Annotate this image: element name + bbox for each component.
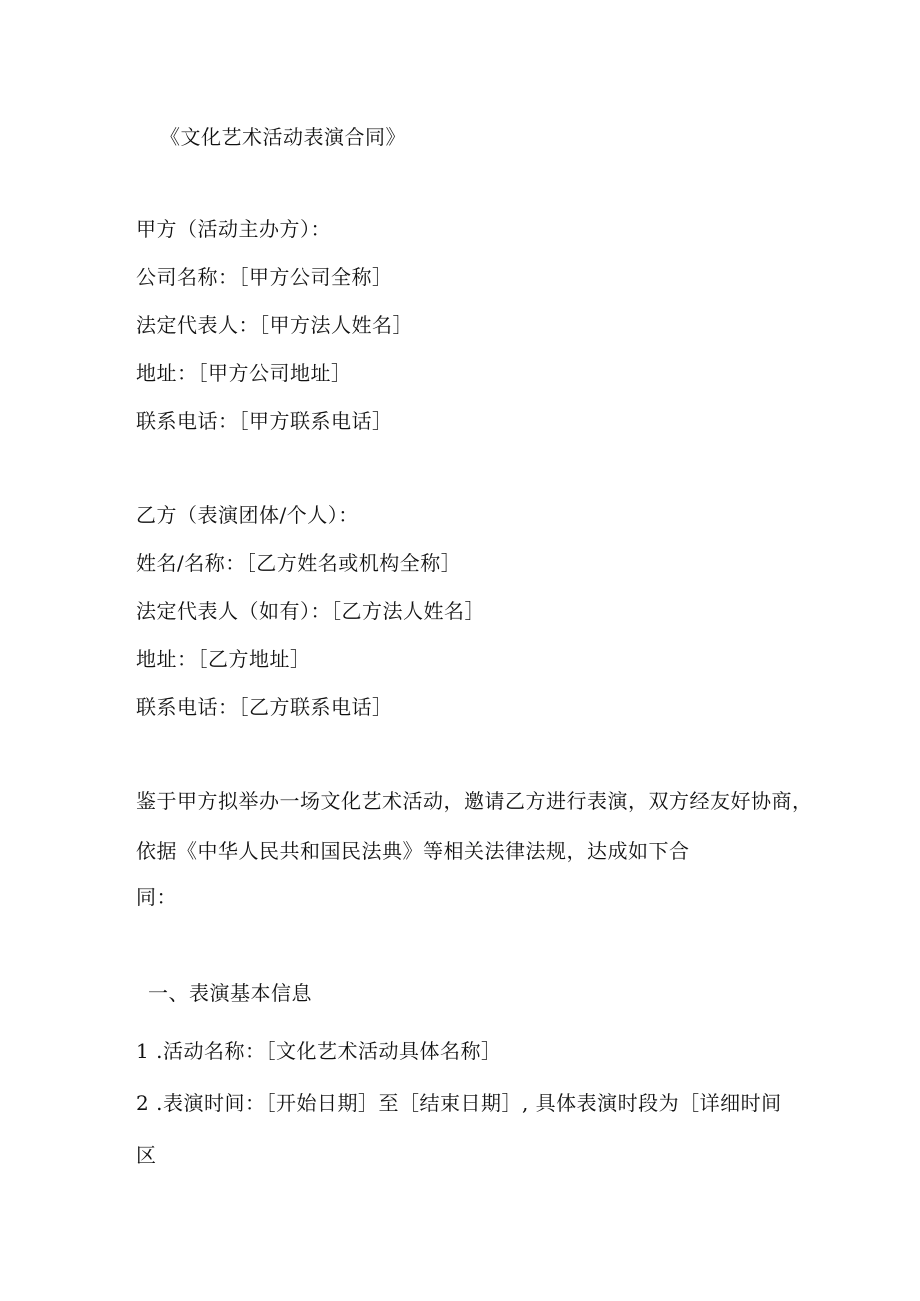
section-1-item-2-continued: 区 — [136, 1143, 157, 1167]
party-a-address: 地址：［甲方公司地址］ — [136, 361, 352, 385]
party-b-legal-rep: 法定代表人（如有）：［乙方法人姓名］ — [136, 599, 485, 623]
party-a-heading: 甲方（活动主办方）： — [136, 217, 331, 241]
section-1-heading: 一、表演基本信息 — [148, 981, 312, 1005]
section-1-item-1: 1 .活动名称：［文化艺术活动具体名称］ — [136, 1039, 502, 1063]
preamble-line-1: 鉴于甲方拟举办一场文化艺术活动，邀请乙方进行表演，双方经友好协商， — [136, 789, 813, 813]
party-b-phone: 联系电话：［乙方联系电话］ — [136, 695, 393, 719]
party-b-heading: 乙方（表演团体/个人）： — [136, 503, 359, 527]
preamble-line-3: 同： — [136, 885, 177, 909]
party-a-company: 公司名称：［甲方公司全称］ — [136, 265, 393, 289]
party-a-legal-rep: 法定代表人：［甲方法人姓名］ — [136, 313, 413, 337]
party-b-name: 姓名/名称：［乙方姓名或机构全称］ — [136, 551, 462, 575]
section-1-item-2: 2 .表演时间：［开始日期］至［结束日期］, 具体表演时段为［详细时间 — [136, 1091, 782, 1115]
document-title: 《文化艺术活动表演合同》 — [160, 125, 406, 149]
preamble-line-2: 依据《中华人民共和国民法典》等相关法律法规，达成如下合 — [136, 839, 690, 863]
party-a-phone: 联系电话：［甲方联系电话］ — [136, 409, 393, 433]
party-b-address: 地址：［乙方地址］ — [136, 647, 311, 671]
